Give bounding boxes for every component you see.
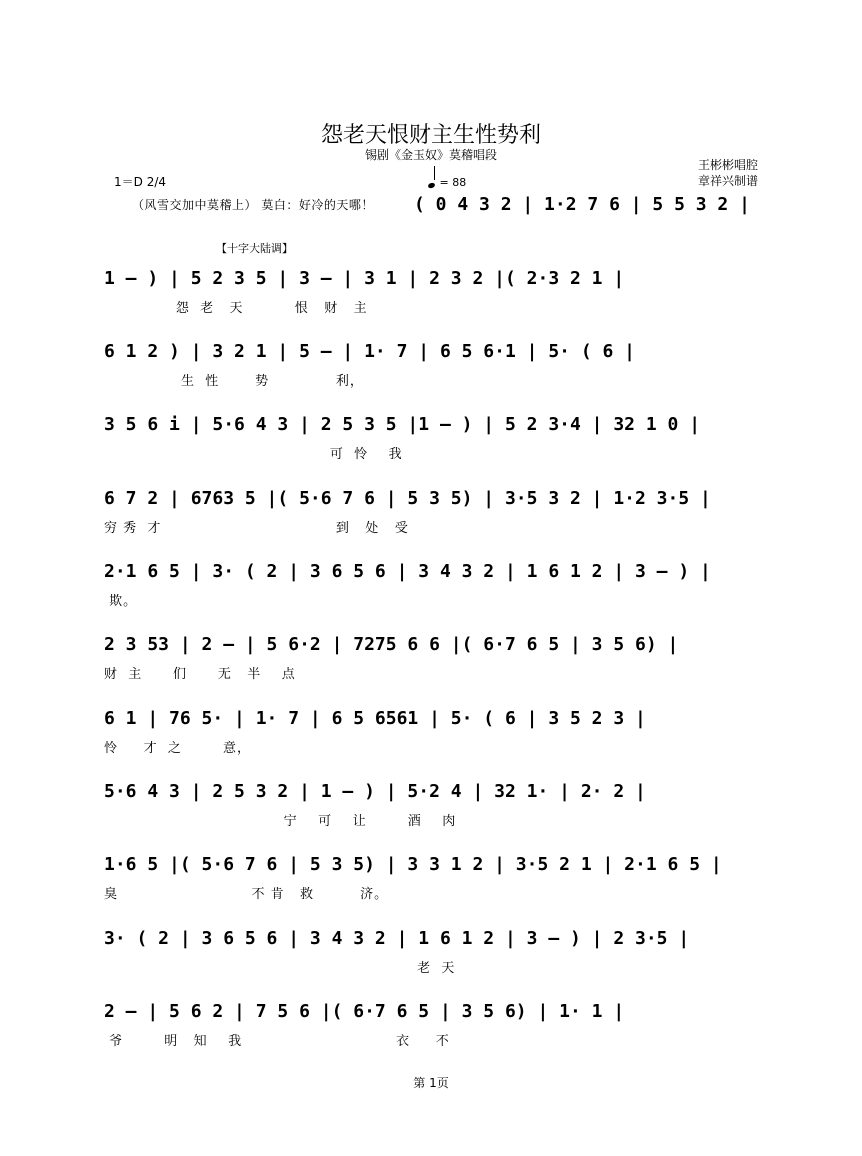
- lyric-line-12: 爷 明 知 我 衣 不: [104, 1034, 450, 1049]
- score-line-2: [104, 268, 764, 296]
- notation: 2·1 6 5 | 3· ( 2 | 3 6 5 6 | 3 4 3 2 | 1 6 1 2 | 3 – ) |: [104, 561, 711, 582]
- notation: 6 1 2 ) | 3 2 1 | 5 – | 1· 7 | 6 5 6·1 | 5· ( 6 |: [104, 341, 636, 362]
- page-subtitle: 锡剧《金玉奴》莫稽唱段: [364, 148, 497, 162]
- tempo-marking: [428, 172, 466, 189]
- notation: 3 5 6 i | 5·6 4 3 | 2 5 3 5 |1 – ) | 5 2 3·4 | 32 1 0 |: [104, 414, 701, 435]
- score-line-4: [104, 414, 764, 442]
- notation: 1·6 5 |( 5·6 7 6 | 5 3 5) | 3 3 1 2 | 3·5 2 1 | 2·1 6 5 |: [104, 854, 722, 875]
- score-line-3: [104, 341, 764, 369]
- intro-text: （风雪交加中莫稽上） 莫白：好冷的天哪！: [132, 198, 374, 212]
- notation: 3· ( 2 | 3 6 5 6 | 3 4 3 2 | 1 6 1 2 | 3 – ) | 2 3·5 |: [104, 928, 690, 949]
- score-line-7: [104, 634, 764, 662]
- lyric-line-11: 老 天: [104, 961, 456, 976]
- lyric-line-9: 宁 可 让 酒 肉: [104, 814, 457, 829]
- score-line-11: [104, 928, 764, 956]
- page-number: 第 1页: [413, 1076, 449, 1090]
- notation: 2 3 53 | 2 – | 5 6·2 | 7275 6 6 |( 6·7 6 5 | 3 5 6) |: [104, 634, 679, 655]
- notation: 6 1 | 76 5· | 1· 7 | 6 5 6561 | 5· ( 6 | 3 5 2 3 |: [104, 708, 646, 729]
- score-line-12: [104, 1001, 764, 1029]
- lyric-line-5: 穷 秀 才 到 处 受: [104, 521, 409, 536]
- lyric-line-4: 可 怜 我: [104, 447, 403, 462]
- lyric-line-3: 生 性 势 利，: [104, 374, 364, 389]
- notation: 6 7 2 | 6763 5 |( 5·6 7 6 | 5 3 5) | 3·5 3 2 | 1·2 3·5 |: [104, 488, 711, 509]
- quarter-note-icon: [427, 182, 435, 189]
- page-title: 怨老天恨财主生性势利: [320, 123, 541, 148]
- notation: ( 0 4 3 2 | 1·2 7 6 | 5 5 3 2 |: [414, 194, 750, 215]
- lyric-line-2: 怨 老 天 恨 财 主: [104, 301, 368, 316]
- key-meter: 1＝D 2/4: [114, 175, 167, 189]
- lyric-line-6: 欺。: [104, 594, 138, 609]
- lyric-line-8: 怜 才 之 意，: [104, 741, 251, 756]
- singer-credit: 王彬彬唱腔: [697, 158, 758, 172]
- tune-label: 【十字大陆调】: [216, 242, 293, 255]
- tempo-value: = 88: [439, 176, 467, 189]
- transcriber-credit: 章祥兴制谱: [697, 174, 758, 188]
- score-line-5: [104, 488, 764, 516]
- score-line-9: [104, 781, 764, 809]
- notation: 2 – | 5 6 2 | 7 5 6 |( 6·7 6 5 | 3 5 6) | 1· 1 |: [104, 1001, 625, 1022]
- score-line-1: [414, 194, 764, 222]
- score-line-6: [104, 561, 764, 589]
- score-line-10: [104, 854, 764, 882]
- lyric-line-10: 臭 不 肯 救 济。: [104, 887, 389, 902]
- notation: 1 – ) | 5 2 3 5 | 3 – | 3 1 | 2 3 2 |( 2·3 2 1 |: [104, 268, 625, 289]
- lyric-line-7: 财 主 们 无 半 点: [104, 667, 296, 682]
- score-line-8: [104, 708, 764, 736]
- notation: 5·6 4 3 | 2 5 3 2 | 1 – ) | 5·2 4 | 32 1· | 2· 2 |: [104, 781, 646, 802]
